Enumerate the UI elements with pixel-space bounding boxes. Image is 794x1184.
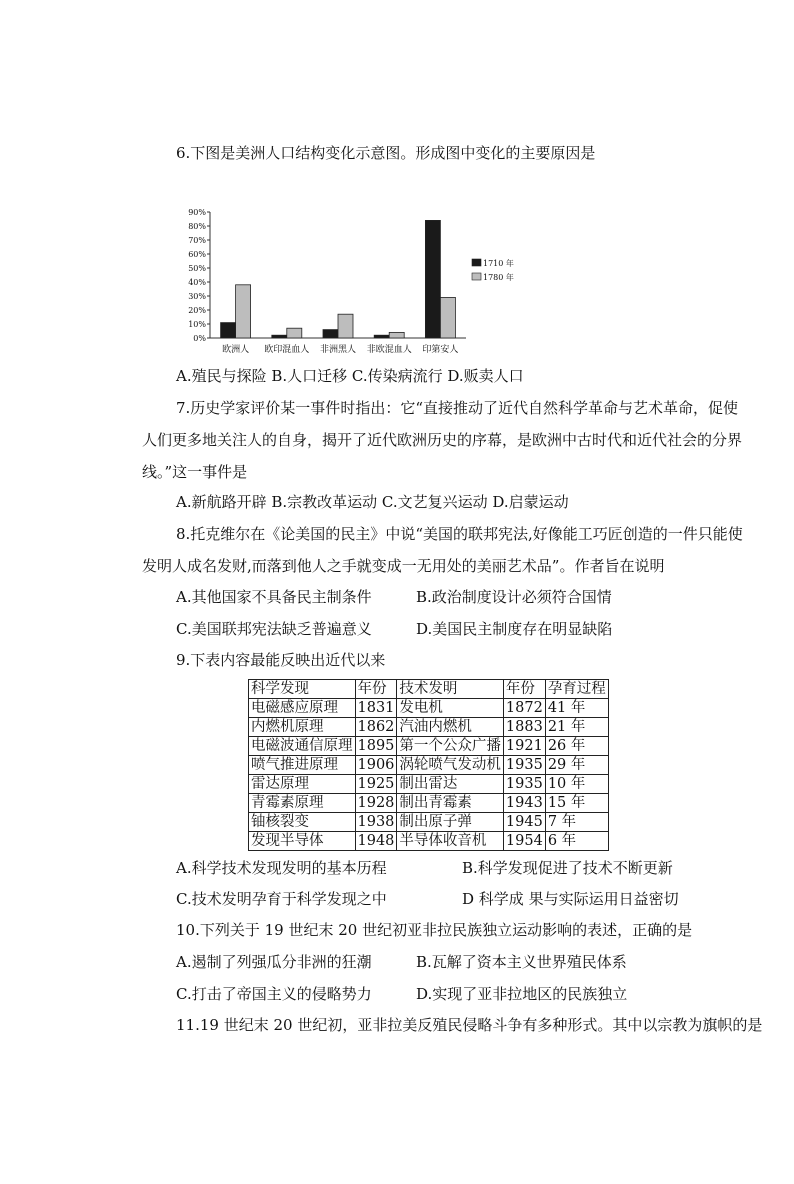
table-cell: 喷气推进原理	[249, 756, 356, 775]
science-tech-table	[248, 679, 609, 851]
q10-option-b: B.瓦解了资本主义世界殖民体系	[416, 953, 627, 971]
table-cell: 1906	[355, 756, 397, 775]
bar-1710	[272, 335, 287, 338]
table-header-row	[249, 680, 609, 699]
header-cell: 技术发明	[397, 680, 504, 699]
y-tick-label: 50%	[188, 264, 206, 273]
y-tick-label: 10%	[188, 320, 206, 329]
table-row	[249, 699, 609, 718]
q8-stem-line1: 8.托克维尔在《论美国的民主》中说“美国的联邦宪法,好像能工巧匠创造的一件只能使	[176, 525, 743, 543]
table-cell: 41 年	[545, 699, 608, 718]
table-cell: 涡轮喷气发动机	[397, 756, 504, 775]
table-cell: 29 年	[545, 756, 608, 775]
bar-1780	[236, 285, 251, 338]
table-cell: 1895	[355, 737, 397, 756]
bar-1780	[389, 332, 404, 338]
table-cell: 1831	[355, 699, 397, 718]
table-cell: 21 年	[545, 718, 608, 737]
table-row	[249, 775, 609, 794]
table-cell: 1921	[503, 737, 545, 756]
bar-1710	[425, 220, 440, 338]
q9-stem: 9.下表内容最能反映出近代以来	[176, 651, 386, 669]
table-cell: 1925	[355, 775, 397, 794]
table-cell: 发现半导体	[249, 832, 356, 851]
table-cell: 青霉素原理	[249, 794, 356, 813]
legend-label: 1710 年	[483, 259, 514, 268]
x-tick-label: 欧洲人	[222, 345, 250, 355]
table-cell: 制出青霉素	[397, 794, 504, 813]
table-cell: 1928	[355, 794, 397, 813]
q10-stem: 10.下列关于 19 世纪末 20 世纪初亚非拉民族独立运动影响的表述，正确的是	[176, 921, 693, 939]
legend-swatch	[472, 259, 481, 266]
table-row	[249, 756, 609, 775]
y-tick-label: 70%	[188, 236, 206, 245]
x-tick-label: 非洲黑人	[319, 345, 357, 355]
table-cell: 1935	[503, 775, 545, 794]
table-cell: 雷达原理	[249, 775, 356, 794]
q6-options: A.殖民与探险 B.人口迁移 C.传染病流行 D.贩卖人口	[176, 367, 524, 385]
table-cell: 半导体收音机	[397, 832, 504, 851]
table-cell: 电磁感应原理	[249, 699, 356, 718]
table-cell: 6 年	[545, 832, 608, 851]
q9-option-a: A.科学技术发现发明的基本历程	[176, 859, 387, 877]
q7-options: A.新航路开辟 B.宗教改革运动 C.文艺复兴运动 D.启蒙运动	[176, 493, 569, 511]
q10-option-d: D.实现了亚非拉地区的民族独立	[416, 985, 628, 1003]
table-row	[249, 813, 609, 832]
y-tick-label: 40%	[188, 278, 206, 287]
table-row	[249, 737, 609, 756]
q8-option-d: D.美国民主制度存在明显缺陷	[416, 620, 613, 638]
table-cell: 内燃机原理	[249, 718, 356, 737]
table-cell: 1883	[503, 718, 545, 737]
table-cell: 1862	[355, 718, 397, 737]
q7-stem-line2: 人们更多地关注人的自身，揭开了近代欧洲历史的序幕，是欧洲中古时代和近代社会的分界	[142, 431, 743, 449]
q9-option-b: B.科学发现促进了技术不断更新	[462, 859, 673, 877]
table-cell: 1954	[503, 832, 545, 851]
table-cell: 1943	[503, 794, 545, 813]
q7-stem-line3: 线。”这一事件是	[142, 463, 248, 481]
header-cell: 年份	[503, 680, 545, 699]
bar-1710	[374, 335, 389, 338]
bar-1780	[440, 297, 455, 338]
table-cell: 26 年	[545, 737, 608, 756]
table-cell: 发电机	[397, 699, 504, 718]
bar-1780	[287, 328, 302, 338]
legend-label: 1780 年	[483, 273, 514, 282]
table-cell: 1945	[503, 813, 545, 832]
table-cell: 1948	[355, 832, 397, 851]
q10-option-c: C.打击了帝国主义的侵略势力	[176, 985, 372, 1003]
q8-option-c: C.美国联邦宪法缺乏普遍意义	[176, 620, 372, 638]
bar-1780	[338, 314, 353, 338]
table-cell: 1938	[355, 813, 397, 832]
table-cell: 制出雷达	[397, 775, 504, 794]
y-tick-label: 60%	[188, 250, 206, 259]
y-tick-label: 20%	[188, 306, 206, 315]
y-tick-label: 0%	[193, 334, 206, 343]
bar-1710	[323, 330, 338, 338]
q7-stem-line1: 7.历史学家评价某一事件时指出：它“直接推动了近代自然科学革命与艺术革命，促使	[176, 399, 738, 417]
header-cell: 科学发现	[249, 680, 356, 699]
header-cell: 年份	[355, 680, 397, 699]
x-tick-label: 印第安人	[422, 345, 459, 355]
header-cell: 孕育过程	[545, 680, 608, 699]
y-tick-label: 80%	[188, 222, 206, 231]
table-cell: 10 年	[545, 775, 608, 794]
population-bar-chart	[176, 200, 514, 360]
y-tick-label: 90%	[188, 208, 206, 217]
q9-option-c: C.技术发明孕育于科学发现之中	[176, 890, 387, 908]
q8-stem-line2: 发明人成名发财,而落到他人之手就变成一无用处的美丽艺术品”。作者旨在说明	[142, 557, 665, 575]
q10-option-a: A.遏制了列强瓜分非洲的狂潮	[176, 953, 372, 971]
table-cell: 1935	[503, 756, 545, 775]
table-cell: 15 年	[545, 794, 608, 813]
q11-stem: 11.19 世纪末 20 世纪初，亚非拉美反殖民侵略斗争有多种形式。其中以宗教为旗帜的是	[176, 1016, 763, 1034]
table-cell: 1872	[503, 699, 545, 718]
legend-swatch	[472, 273, 481, 280]
table-cell: 铀核裂变	[249, 813, 356, 832]
q6-stem: 6.下图是美洲人口结构变化示意图。形成图中变化的主要原因是	[176, 144, 596, 162]
q8-option-a: A.其他国家不具备民主制条件	[176, 588, 372, 606]
q9-option-d: D 科学成 果与实际运用日益密切	[462, 890, 679, 908]
x-tick-label: 非欧混血人	[366, 345, 412, 355]
y-tick-label: 30%	[188, 292, 206, 301]
bar-1710	[221, 323, 236, 338]
table-cell: 制出原子弹	[397, 813, 504, 832]
q8-option-b: B.政治制度设计必须符合国情	[416, 588, 612, 606]
table-cell: 第一个公众广播	[397, 737, 504, 756]
table-cell: 7 年	[545, 813, 608, 832]
x-tick-label: 欧印混血人	[264, 345, 310, 355]
table-cell: 汽油内燃机	[397, 718, 504, 737]
table-cell: 电磁波通信原理	[249, 737, 356, 756]
table-row	[249, 832, 609, 851]
table-row	[249, 794, 609, 813]
table-row	[249, 718, 609, 737]
